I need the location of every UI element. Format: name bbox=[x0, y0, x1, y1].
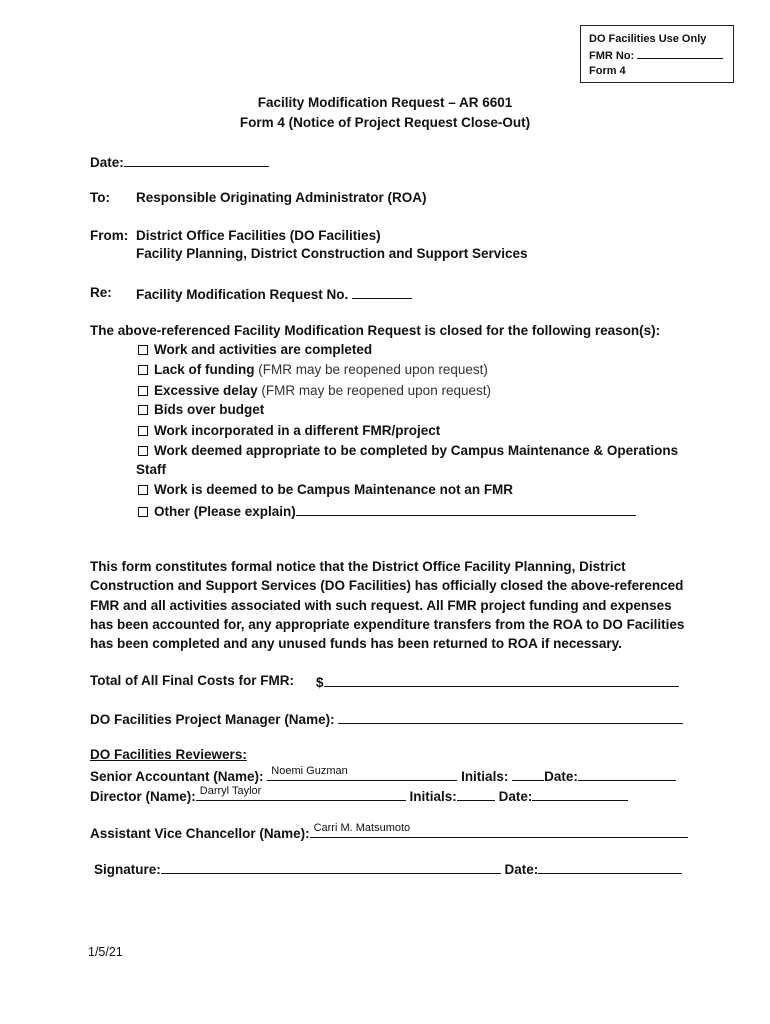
signature-field[interactable] bbox=[161, 859, 501, 874]
from-line-2: Facility Planning, District Construction and Support Services bbox=[136, 246, 528, 261]
reason-item[interactable] bbox=[138, 442, 678, 460]
date-field[interactable] bbox=[124, 152, 269, 167]
initials-field[interactable] bbox=[512, 766, 544, 781]
fmr-request-number-field[interactable] bbox=[352, 284, 412, 299]
other-explain-field[interactable] bbox=[296, 501, 636, 516]
reason-item[interactable] bbox=[138, 382, 491, 400]
signature-date-field[interactable] bbox=[538, 859, 682, 874]
form-title: Facility Modification Request – AR 6601 bbox=[257, 95, 513, 110]
avc-name: Carri M. Matsumoto bbox=[313, 822, 411, 834]
fmr-number-label: FMR No: bbox=[589, 50, 635, 62]
notice-line: This form constitutes formal notice that the District Office Facility Planning, District bbox=[90, 559, 626, 574]
director-row bbox=[90, 785, 628, 806]
avc-name-field[interactable] bbox=[310, 822, 688, 838]
reason-label: Work and activities are completed bbox=[154, 342, 373, 357]
reviewers-heading: DO Facilities Reviewers: bbox=[90, 747, 247, 762]
reason-item[interactable] bbox=[138, 361, 488, 379]
from-line-1: District Office Facilities (DO Facilities) bbox=[136, 228, 381, 243]
re-label: Re: bbox=[90, 285, 112, 300]
reason-label: Work is deemed to be Campus Maintenance not an FMR bbox=[154, 482, 514, 497]
senior-accountant-name-field[interactable] bbox=[267, 765, 457, 781]
project-manager-row bbox=[90, 709, 683, 729]
signature-row bbox=[94, 859, 682, 879]
date-field[interactable] bbox=[532, 786, 628, 801]
date-label: Date: bbox=[90, 155, 124, 170]
senior-accountant-name: Noemi Guzman bbox=[271, 765, 348, 777]
date-field[interactable] bbox=[578, 766, 676, 781]
date-label: Date: bbox=[498, 789, 533, 804]
reason-item[interactable] bbox=[138, 501, 636, 521]
reason-note: (FMR may be reopened upon request) bbox=[261, 383, 491, 398]
director-name-field[interactable] bbox=[196, 785, 406, 801]
signature-label: Signature: bbox=[94, 862, 161, 877]
senior-accountant-label: Senior Accountant (Name): bbox=[90, 769, 264, 784]
checkbox[interactable] bbox=[138, 405, 148, 415]
total-costs-row bbox=[316, 672, 679, 692]
total-costs-field[interactable] bbox=[324, 672, 679, 687]
notice-paragraph bbox=[90, 557, 690, 653]
reason-item[interactable] bbox=[138, 422, 440, 440]
form-subtitle: Form 4 (Notice of Project Request Close-Out) bbox=[239, 115, 531, 130]
notice-line: has been accounted for, any appropriate expenditure transfers from the ROA to DO Facilities bbox=[90, 616, 685, 632]
director-name: Darryl Taylor bbox=[199, 785, 262, 797]
footer-date: 1/5/21 bbox=[88, 945, 123, 959]
avc-label: Assistant Vice Chancellor (Name): bbox=[90, 826, 310, 841]
reason-note: (FMR may be reopened upon request) bbox=[258, 362, 488, 377]
fmr-number-field[interactable] bbox=[637, 47, 723, 59]
form-number-label: Form 4 bbox=[589, 65, 626, 77]
notice-line: Construction and Support Services (DO Facilities) has officially closed the above-referenced bbox=[90, 578, 684, 594]
re-row bbox=[136, 284, 412, 304]
office-use-box bbox=[580, 25, 734, 83]
total-costs-label: Total of All Final Costs for FMR: bbox=[90, 673, 294, 688]
reason-label: Work deemed appropriate to be completed by Campus Maintenance & Operations bbox=[154, 443, 679, 458]
checkbox[interactable] bbox=[138, 365, 148, 375]
date-label: Date: bbox=[544, 769, 578, 784]
currency-symbol: $ bbox=[316, 675, 324, 690]
reason-label: Excessive delay bbox=[154, 383, 258, 398]
office-use-label: DO Facilities Use Only bbox=[589, 33, 707, 45]
date-row bbox=[90, 152, 269, 172]
reason-item[interactable] bbox=[138, 341, 372, 359]
director-label: Director (Name): bbox=[90, 789, 196, 804]
avc-row bbox=[90, 822, 688, 843]
from-label: From: bbox=[90, 228, 129, 243]
checkbox[interactable] bbox=[138, 426, 148, 436]
initials-label: Initials: bbox=[409, 789, 457, 804]
reason-wrap-text: Staff bbox=[136, 462, 166, 477]
reason-label: Bids over budget bbox=[154, 402, 265, 417]
checkbox[interactable] bbox=[138, 386, 148, 396]
notice-line: has been completed and any unused funds has been returned to ROA if necessary. bbox=[90, 636, 622, 652]
project-manager-label: DO Facilities Project Manager (Name): bbox=[90, 712, 335, 727]
initials-field[interactable] bbox=[457, 786, 495, 801]
checkbox[interactable] bbox=[138, 446, 148, 456]
re-value: Facility Modification Request No. bbox=[136, 287, 349, 302]
notice-line: FMR and all activities associated with such request. All FMR project funding and expenses bbox=[90, 597, 672, 613]
checkbox[interactable] bbox=[138, 507, 148, 517]
checkbox[interactable] bbox=[138, 485, 148, 495]
reason-item[interactable] bbox=[138, 481, 513, 499]
reason-item[interactable] bbox=[138, 401, 264, 419]
project-manager-field[interactable] bbox=[338, 709, 683, 724]
reasons-intro: The above-referenced Facility Modification Request is closed for the following reason(s): bbox=[90, 323, 661, 338]
to-value: Responsible Originating Administrator (ROA) bbox=[136, 190, 427, 205]
reason-label: Other (Please explain) bbox=[154, 504, 296, 519]
reason-label: Lack of funding bbox=[154, 362, 255, 377]
checkbox[interactable] bbox=[138, 345, 148, 355]
to-label: To: bbox=[90, 190, 110, 205]
reason-label: Work incorporated in a different FMR/project bbox=[154, 423, 441, 438]
signature-date-label: Date: bbox=[504, 862, 539, 877]
fmr-number-row bbox=[589, 47, 725, 64]
senior-accountant-row bbox=[90, 765, 676, 786]
initials-label: Initials: bbox=[461, 769, 509, 784]
